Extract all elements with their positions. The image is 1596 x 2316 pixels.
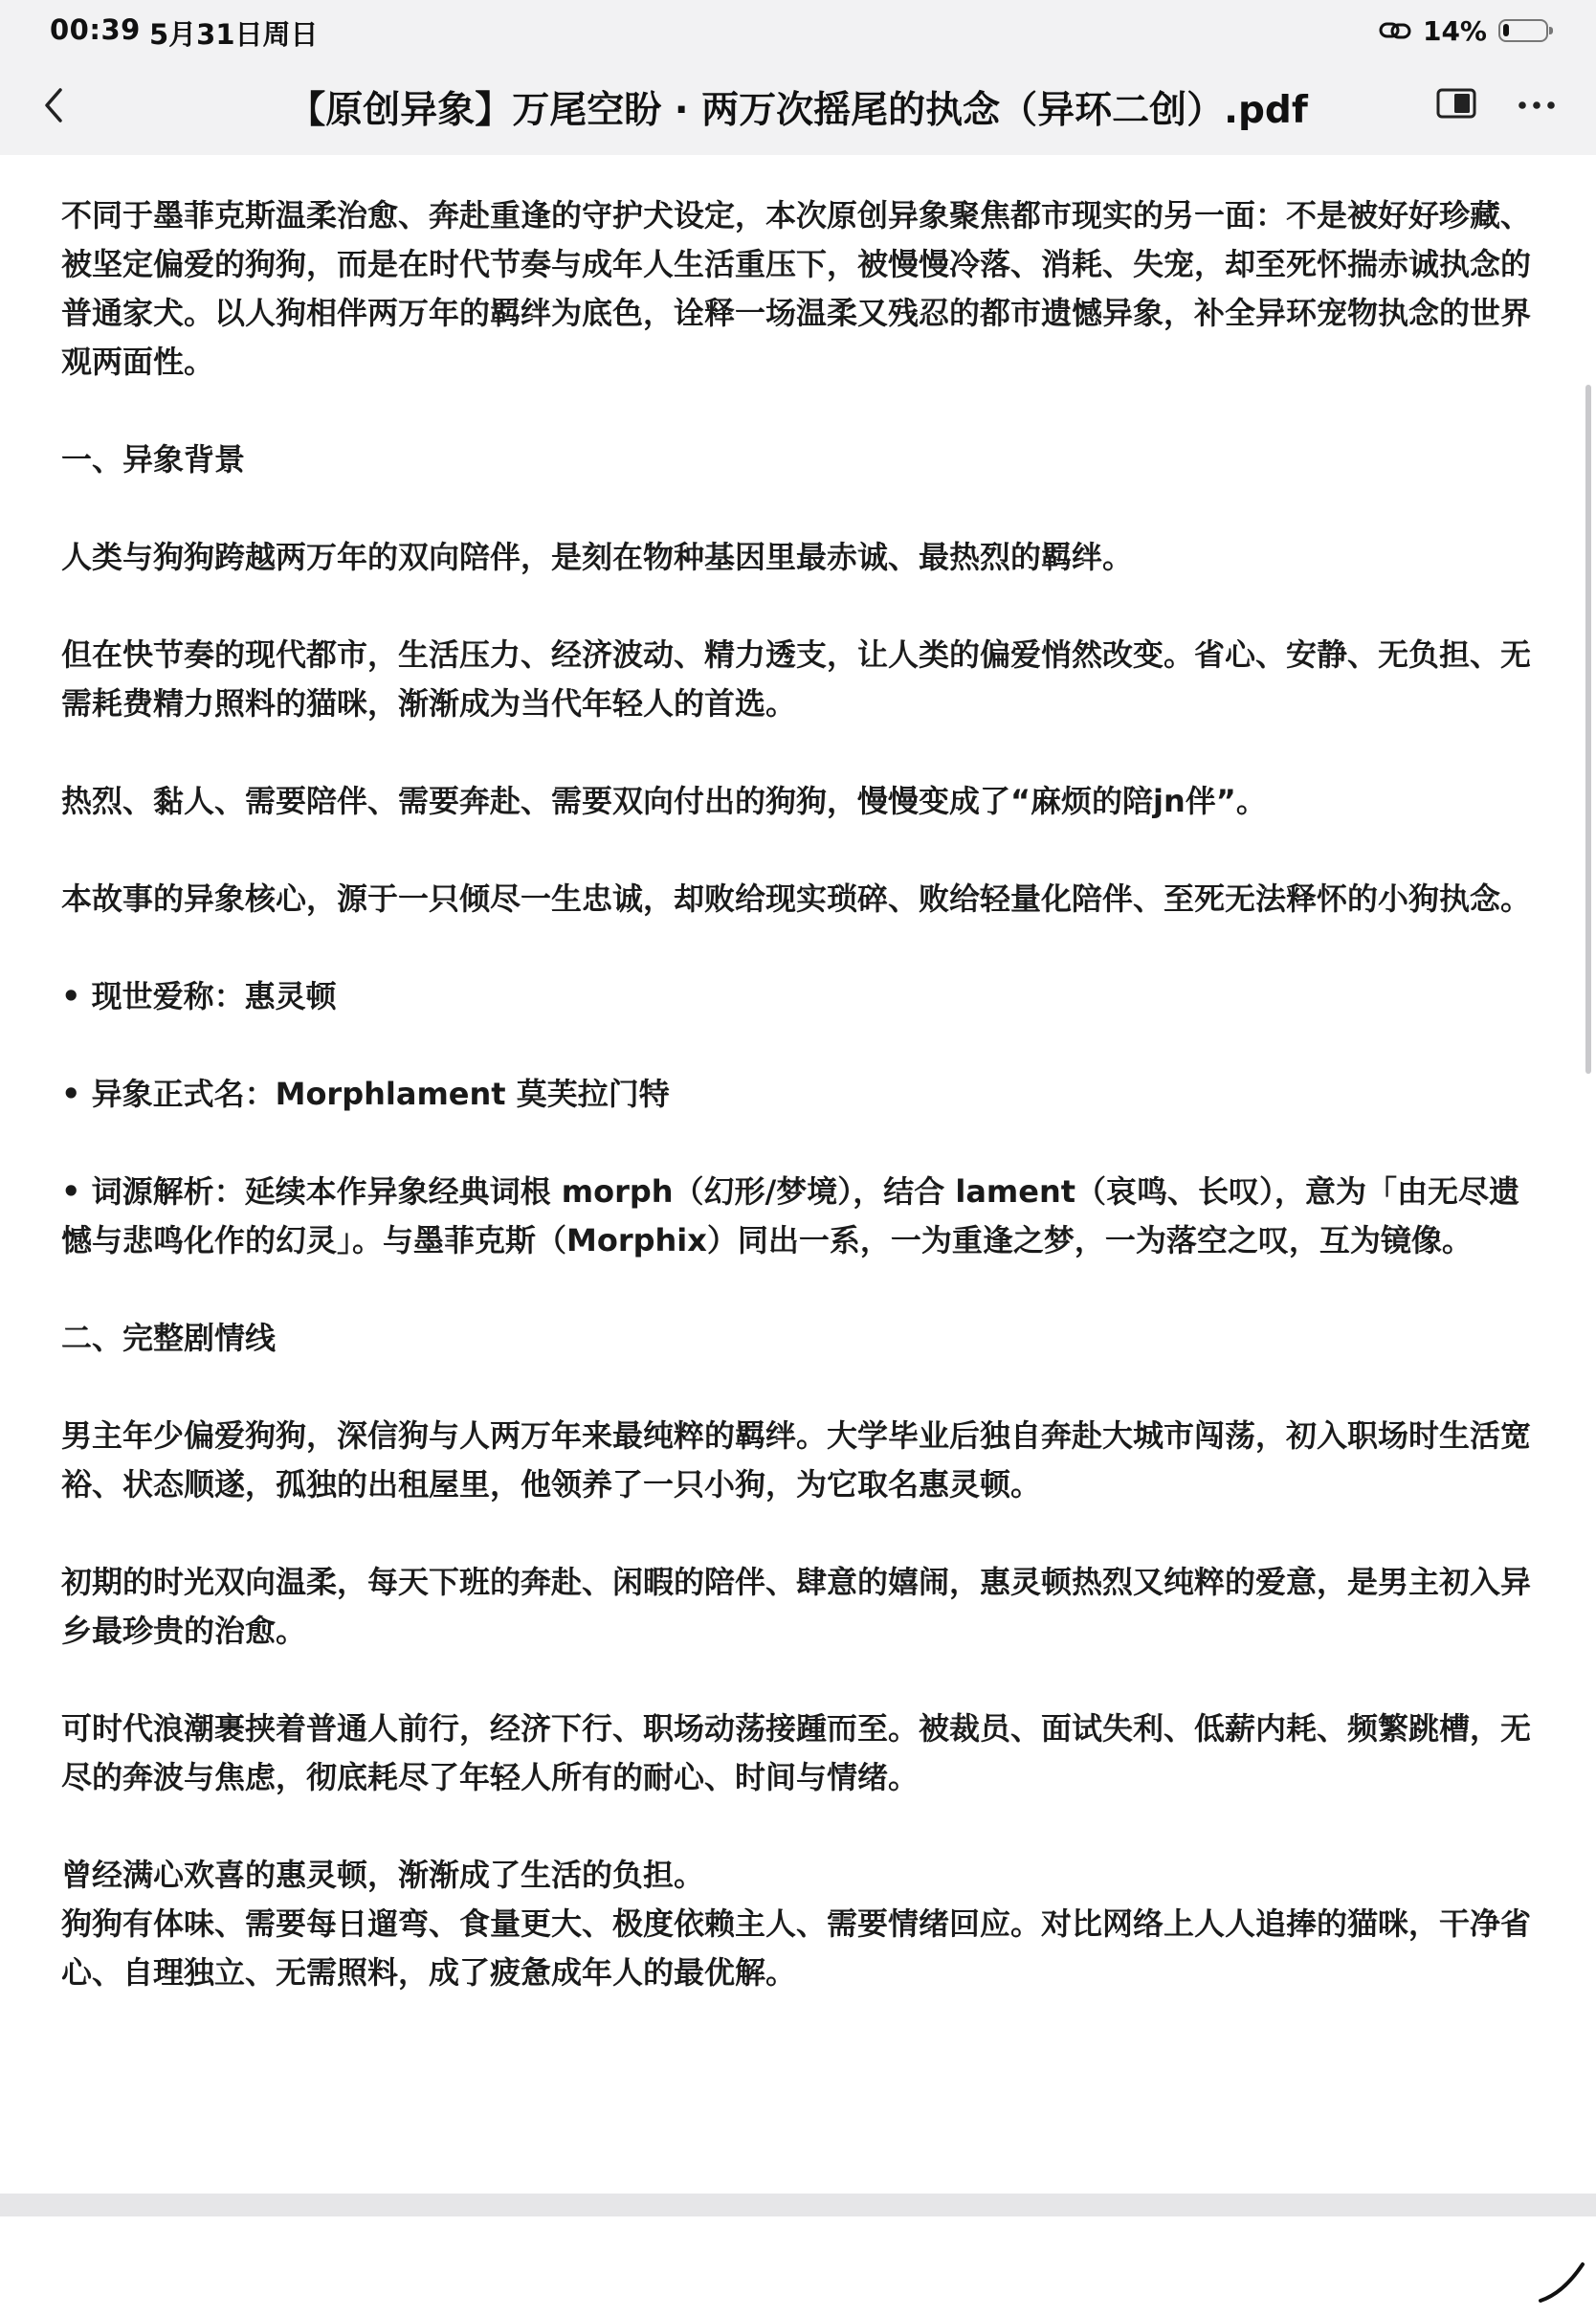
scrollbar[interactable]: [1585, 385, 1591, 1074]
pdf-page[interactable]: [0, 155, 1596, 2194]
status-time: 00:39: [50, 13, 141, 46]
body-paragraph: 人类与狗狗跨越两万年的双向陪伴，是刻在物种基因里最赤诚、最热烈的羁绊。: [61, 539, 1134, 575]
back-button[interactable]: [29, 80, 78, 130]
body-paragraph: 男主年少偏爱狗狗，深信狗与人两万年来最纯粹的羁绊。大学毕业后独自奔赴大城市闯荡，初入职场时生活宽裕、状态顺遂，孤独的出租屋里，他领养了一只小狗，为它取名惠灵顿。: [61, 1417, 1532, 1503]
reader-mode-icon: [1435, 86, 1477, 121]
document-title: 【原创异象】万尾空盼 · 两万次摇尾的执念（异环二创）.pdf: [288, 89, 1308, 132]
next-page-area[interactable]: [0, 2216, 1596, 2316]
body-paragraph: 可时代浪潮裹挟着普通人前行，经济下行、职场动荡接踵而至。被裁员、面试失利、低薪内耗、频繁跳槽，无尽的奔波与焦虑，彻底耗尽了年轻人所有的耐心、时间与情绪。: [61, 1710, 1532, 1795]
bullet-official-name: • 异象正式名：Morphlament 莫芙拉门特: [61, 1076, 670, 1112]
body-paragraph: 热烈、黏人、需要陪伴、需要奔赴、需要双向付出的狗狗，慢慢变成了“麻烦的陪jn伴”。: [61, 783, 1267, 819]
body-paragraph: 本故事的异象核心，源于一只倾尽一生忠诚，却败给现实琐碎、败给轻量化陪伴、至死无法释怀的小狗执念。: [61, 880, 1532, 917]
body-paragraph: 曾经满心欢喜的惠灵顿，渐渐成了生活的负担。: [61, 1857, 705, 1893]
status-indicators: [1379, 11, 1548, 50]
page-divider: [0, 2194, 1596, 2216]
navigation-bar: [0, 59, 1596, 155]
battery-level-fill: [1503, 24, 1509, 36]
bullet-nickname: • 现世爱称：惠灵顿: [61, 978, 337, 1014]
status-bar: [0, 0, 1596, 59]
body-paragraph: 初期的时光双向温柔，每天下班的奔赴、闲暇的陪伴、肆意的嬉闹，惠灵顿热烈又纯粹的爱意，是男主初入异乡最珍贵的治愈。: [61, 1564, 1532, 1649]
body-paragraph: 狗狗有体味、需要每日遛弯、食量更大、极度依赖主人、需要情绪回应。对比网络上人人追捧的猫咪，干净省心、自理独立、无需照料，成了疲惫成年人的最优解。: [61, 1905, 1532, 1991]
status-date: 5月31日周日: [149, 18, 319, 51]
more-options-button[interactable]: [1512, 86, 1562, 124]
intro-paragraph: 不同于墨菲克斯温柔治愈、奔赴重逢的守护犬设定，本次原创异象聚焦都市现实的另一面：不是被好好珍藏、被坚定偏爱的狗狗，而是在时代节奏与成年人生活重压下，被慢慢冷落、消耗、失宠，却至死怀揣赤诚执念的普通家犬。以人狗相伴两万年的羁绊为底色，诠释一场温柔又残忍的都市遗憾异象，补全异环宠物执念的世界观两面性。: [61, 197, 1532, 380]
bullet-etymology: • 词源解析：延续本作异象经典词根 morph（幻形/梦境），结合 lament（哀鸣、长叹），意为「由无尽遗憾与悲鸣化作的幻灵」。与墨菲克斯（Morphix）同出一系，一为重逢之梦，一为落空之叹，互为镜像。: [61, 1173, 1520, 1258]
section-heading-storyline: 二、完整剧情线: [61, 1320, 277, 1356]
reader-mode-button[interactable]: [1435, 86, 1479, 124]
document-body: [61, 191, 1541, 2046]
battery-icon: [1498, 19, 1548, 42]
body-paragraph: 但在快节奏的现代都市，生活压力、经济波动、精力透支，让人类的偏爱悄然改变。省心、安静、无负担、无需耗费精力照料的猫咪，渐渐成为当代年轻人的首选。: [61, 636, 1532, 722]
section-heading-background: 一、异象背景: [61, 441, 246, 478]
battery-percentage: 14%: [1422, 14, 1487, 47]
link-icon: [1379, 20, 1411, 41]
pencil-stroke-icon: [1535, 2259, 1588, 2306]
more-horizontal-icon: [1518, 100, 1556, 110]
chevron-left-icon: [41, 86, 66, 124]
